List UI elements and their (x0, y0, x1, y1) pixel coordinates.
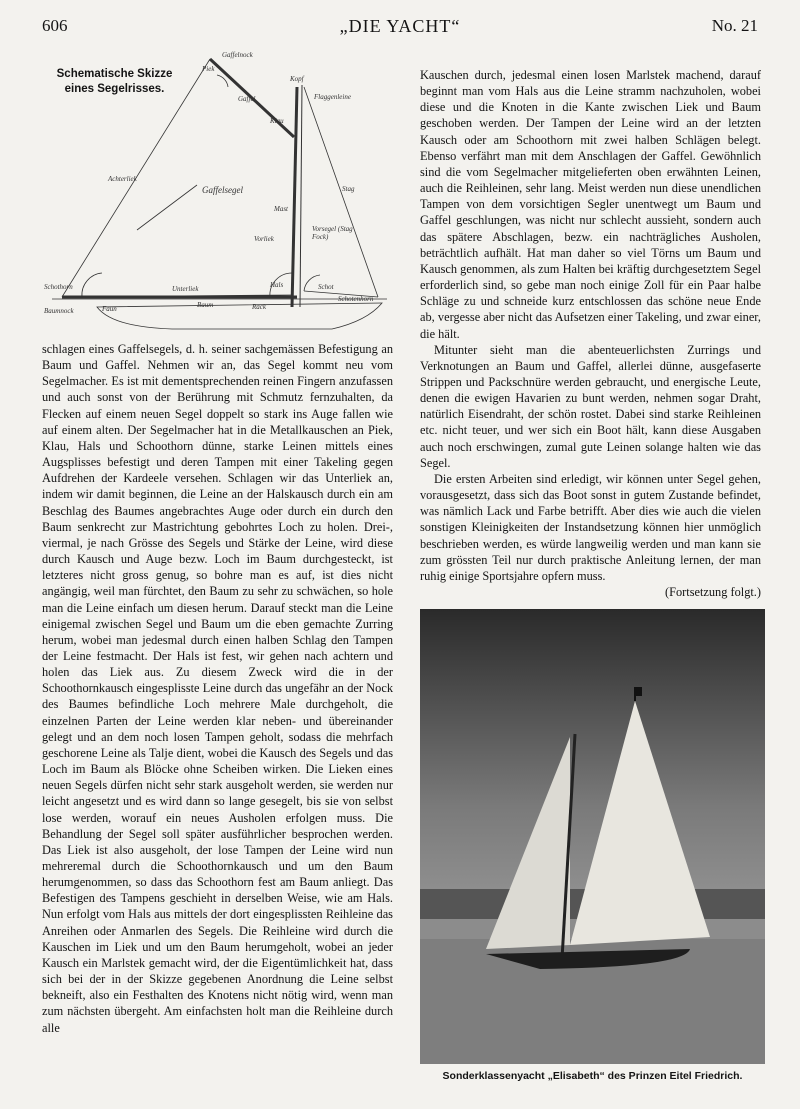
schothorn-arc (82, 273, 102, 297)
hull-outline (97, 303, 382, 329)
label-klau: Klau (270, 117, 284, 125)
label-unterliek: Unterliek (172, 285, 199, 293)
label-kopf: Kopf (290, 75, 304, 83)
label-schot: Schot (318, 283, 334, 291)
forestay (304, 87, 378, 297)
label-baumnock: Baumnock (44, 307, 74, 315)
label-vorsegel: Vorsegel (Stag Fock) (312, 225, 353, 241)
label-schotenhorn: Schotenhorn (338, 295, 374, 303)
piek-arc (217, 75, 228, 87)
label-vorliek: Vorliek (254, 235, 274, 243)
paragraph: Die ersten Arbeiten sind erledigt, wir können unter Segel gehen, vorausgesetzt, dass sich das Boot sonst in gutem Zustande befindet, was nämlich Lack und Farbe betrifft. Aber dies wie auch die vielen sonstigen Kleinigkeiten der Instandsetzung können hier unmöglich beschrieben werden, es würde langweilig werden und man kann sie zum grössten Teil nur durch praktische Anleitung lernen, der man ruhig einige Sportsjahre opfern muss. (420, 471, 761, 583)
mast-spar (292, 87, 297, 307)
paragraph: schlagen eines Gaffelsegels, d. h. seiner sachgemässen Befestigung an Baum und Gaffel. Nehmen wir an, das Segel kommt neu vom Segelmacher. Es ist mit dementsprechenden reinen Fingern anzufassen und auch sonst von der Berührung mit Schmutz fernzuhalten, da Flecken auf einem neuen Segel doppelt so stark ins Auge fallen wie auf einem alten. Der Segelmacher hat in die Metallkauschen an Piek, Klau, Hals und Schoothorn dünne, starke Leinen mittels eines Augsplisses befestigt und deren Tampen mit einer Takeling gegen Aufdrehen der Kardeele versehen. Schlagen wir das Unterliek an, indem wir damit beginnen, die Leine an der Halskausch durch ein am Beschlag des Baumes angebrachtes Auge oder durch ein durch den Baum senkrecht zur Mastrichtung gebohrtes Loch zu holen. Drei-, viermal, je nach Grösse des Segels und Stärke der Leine, wird diese durch Kausch und Auge bezw. Loch im Baum durchgesteckt, ist letzteres nicht gross genug, so bohre man es auf, ist dies nicht angängig, weil man fürchtet, den Baum zu sehr zu schwächen, so hole man die Leine einfach um diesen herum. Darauf steckt man die Leine einigemal zwischen Segel und Baum um die eben gemachte Zurring herum, wobei man jedesmal durch einen halben Schlag den Tampen der Leine festmacht. Der Hals ist fest, wir gehen nach achtern und holen das Liek aus. Zu diesem Zweck wird die in der Schoothornkausch eingesplisste Leine durch das ungefähr an der Nock des Baumes befindliche Loch mehrere Male durchgeholt, die einzelnen Parten der Leine werden klar neben- und übereinander gelegt und an dem noch losen Tampen geholt, sodass die mehrfach geschorene Leine als Talje dient, wobei die Kausch des Segels und das Loch im Baum als Blöcke ohne Scheiben wirken. Die Lieken eines neuen Segels dürfen nicht sehr stark ausgeholt werden, sie werden nur leicht angesetzt und es wird dann so lange gesegelt, bis sie von selbst lose werden, worauf ein neues Ausholen erfolgen muss. Die Behandlung der Segel soll später ausführlicher besprochen werden. Das Liek ist also ausgeholt, der lose Tampen der Leine wird nun mehreremal durch die Schoothornkausch und um den Baum herumgenommen, so dass das Schoothorn fest am Baum anliegt. Das Befestigen des Tampens geschieht in derselben Weise, wie am Hals. Nun erfolgt vom Hals aus mittels der dort eingesplissten Reihleine das Anreihen oder Anmarlen des Segels. Die Reihleine wird durch die Kauschen im Liek und um den Baum herumgeholt, wobei an jeder Kausch ein Marlstek gemacht wird, der die Eigentümlichkeit hat, dass sich bei der in der Skizze gegebenen Anordnung die Leine selbst bekneift, also ein Festhalten des Knotens nicht nötig wird, wenn man zum nächsten übergeht. Am einfachsten holt man die Reihleine durch alle (42, 342, 393, 1035)
journal-title: „DIE YACHT“ (339, 16, 461, 36)
label-faun: Faun (102, 305, 117, 313)
label-piek: Piek (202, 65, 215, 73)
paragraph: Mitunter sieht man die abenteuerlichsten Zurrings und Verknotungen an Baum und Gaffel, allerlei dünne, ausgefaserte Strippen und Packschnüre werden gebraucht, und energische Leute, denen die ewigen Havarien zu bunt werden, nehmen sogar Draht, natürlich Eisendraht, der schön rostet. Dabei sind starke Reihleinen etc. nicht teuer, und wer sich ein Boot hält, kann diese Ausgaben auch noch erschwingen, zumal gute Leinen solange halten wie das Segel. (420, 342, 761, 470)
arrow-gaffelsegel (137, 185, 197, 230)
paragraph: Kauschen durch, jedesmal einen losen Marlstek machend, darauf beginnt man vom Hals aus die Leine stramm nachzuholen, wobei diese und die Knoten in die Kante zwischen Liek und Baum geschoben werden. Der Tampen der Leine wird an der letzten Kausch oder am Schoothorn mit zwei halben Schlägen belegt. Ebenso verfährt man mit dem Anschlagen der Gaffel. Gewöhnlich sind die vom Segelmacher mitgelieferten oben erwähnten Leinen, auch die Reihleinen, sehr lang. Meist werden nun diese unendlichen Tampen von dem vorsichtigen Segler unentwegt um Baum und Gaffel geschlungen, was nicht nur schlecht aussieht, sondern auch das spätere Abschlagen, bezw. ein nachträgliches Ausholen, beträchtlich aufhält. Hat man daher so viel Törns um Baum und Kausch genommen, als zum Halten bei kräftig durchgesetztem Segel erforderlich sind, so gebe man noch einige Zoll für ein Paar halbe Schläge zu und schneide kurz entschlossen das schöne neue Ende ab, vergesse aber nicht das Aufsetzen einer Takeling, und zwar einer, die hält. (420, 68, 761, 341)
label-achterliek: Achterliek (108, 175, 137, 183)
label-schothorn: Schothorn (44, 283, 73, 291)
right-text-column (420, 67, 761, 600)
issue-number: No. 21 (711, 16, 758, 35)
yacht-photo-image (420, 609, 765, 1064)
label-mast: Mast (274, 205, 288, 213)
label-stag: Stag (342, 185, 355, 193)
label-flaggenleine: Flaggenleine (314, 93, 351, 101)
label-hals: Hals (270, 281, 284, 289)
continuation-note: (Fortsetzung folgt.) (665, 585, 761, 599)
label-gaffelnock: Gaffelnock (222, 51, 253, 59)
label-rack: Rack (252, 303, 266, 311)
mast-edge (300, 85, 302, 307)
figure-title: Schematische Skizze eines Segelrisses. (56, 68, 173, 95)
label-gaffel: Gaffel (238, 95, 256, 103)
label-gaffelsegel: Gaffelsegel (202, 185, 243, 195)
yacht-photograph (420, 609, 765, 1064)
sail-plan-figure (42, 45, 392, 335)
label-baum: Baum (197, 301, 214, 309)
page-header (42, 16, 758, 40)
page-number: 606 (42, 16, 68, 35)
photo-caption: Sonderklassenyacht „Elisabeth“ des Prinzen Eitel Friedrich. (442, 1070, 743, 1082)
left-text-column (42, 341, 393, 1036)
